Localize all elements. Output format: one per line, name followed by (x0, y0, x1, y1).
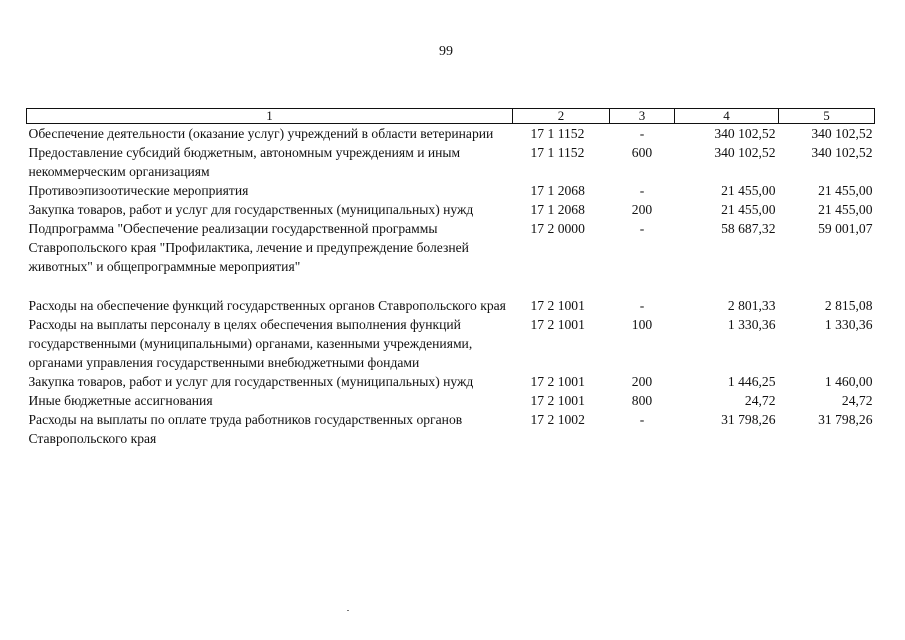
column-header: 4 (675, 109, 779, 124)
row-code: 17 2 1002 (530, 412, 585, 427)
table-row (27, 219, 875, 276)
table-spacer-row (27, 276, 875, 296)
row-type: 800 (631, 393, 653, 408)
row-value-col5: 340 102,52 (811, 145, 873, 160)
column-header: 3 (610, 109, 675, 124)
row-type: - (639, 412, 645, 427)
row-type: 600 (631, 145, 653, 160)
row-value-col5: 340 102,52 (811, 126, 873, 141)
table-row (27, 315, 875, 372)
row-code: 17 1 2068 (530, 183, 585, 198)
row-value-col5: 21 455,00 (818, 183, 873, 198)
row-name: Расходы на выплаты персоналу в целях обеспечения выполнения функций государственными (муниципальными) органами, казенными учреждениями, органами управления государственными внебюджетными фондами (28, 317, 473, 370)
column-header: 5 (779, 109, 875, 124)
row-value-col5: 1 460,00 (824, 374, 873, 389)
row-value-col5: 2 815,08 (824, 298, 873, 313)
row-value-col5: 59 001,07 (818, 221, 873, 236)
table-header-row (27, 109, 875, 124)
row-value-col4: 1 330,36 (727, 317, 776, 332)
row-type: 100 (631, 317, 653, 332)
table-row (27, 143, 875, 181)
row-name: Подпрограмма "Обеспечение реализации государственной программы Ставропольского края "Профилактика, лечение и предупреждение болезней животных" и общепрограммные мероприятия" (28, 221, 469, 274)
row-code: 17 2 0000 (530, 221, 585, 236)
table-row (27, 200, 875, 219)
scan-speck (347, 610, 349, 611)
row-value-col4: 2 801,33 (727, 298, 776, 313)
row-value-col4: 340 102,52 (714, 126, 776, 141)
row-code: 17 2 1001 (530, 374, 585, 389)
table-row (27, 296, 875, 315)
row-type: - (639, 298, 645, 313)
row-value-col5: 21 455,00 (818, 202, 873, 217)
row-value-col4: 31 798,26 (721, 412, 776, 427)
table-row (27, 410, 875, 448)
row-code: 17 1 2068 (530, 202, 585, 217)
row-code: 17 1 1152 (530, 145, 585, 160)
row-value-col5: 31 798,26 (818, 412, 873, 427)
row-code: 17 2 1001 (530, 317, 585, 332)
row-type: - (639, 183, 645, 198)
row-code: 17 2 1001 (530, 298, 585, 313)
row-name: Расходы на выплаты по оплате труда работников государственных органов Ставропольского края (28, 412, 463, 446)
row-name: Закупка товаров, работ и услуг для государственных (муниципальных) нужд (28, 374, 474, 389)
row-name: Расходы на обеспечение функций государственных органов Ставропольского края (28, 298, 506, 313)
table-row (27, 181, 875, 200)
table-row (27, 124, 875, 144)
row-value-col4: 340 102,52 (714, 145, 776, 160)
table-row (27, 391, 875, 410)
row-type: - (639, 126, 645, 141)
budget-table (26, 108, 875, 448)
row-value-col4: 1 446,25 (727, 374, 776, 389)
row-value-col5: 24,72 (841, 393, 873, 408)
column-header: 2 (513, 109, 610, 124)
row-value-col4: 21 455,00 (721, 183, 776, 198)
row-name: Противоэпизоотические мероприятия (28, 183, 249, 198)
row-type: 200 (631, 374, 653, 389)
row-name: Иные бюджетные ассигнования (28, 393, 213, 408)
row-value-col4: 58 687,32 (721, 221, 776, 236)
page-number: 99 (439, 44, 453, 59)
row-code: 17 2 1001 (530, 393, 585, 408)
row-type: - (639, 221, 645, 236)
row-value-col4: 21 455,00 (721, 202, 776, 217)
table-row (27, 372, 875, 391)
row-name: Обеспечение деятельности (оказание услуг) учреждений в области ветеринарии (28, 126, 494, 141)
row-type: 200 (631, 202, 653, 217)
column-header: 1 (27, 109, 513, 124)
spacer-cell (27, 276, 875, 296)
row-name: Закупка товаров, работ и услуг для государственных (муниципальных) нужд (28, 202, 474, 217)
row-value-col4: 24,72 (744, 393, 776, 408)
row-code: 17 1 1152 (530, 126, 585, 141)
row-value-col5: 1 330,36 (824, 317, 873, 332)
row-name: Предоставление субсидий бюджетным, автономным учреждениям и иным некоммерческим организациям (28, 145, 461, 179)
